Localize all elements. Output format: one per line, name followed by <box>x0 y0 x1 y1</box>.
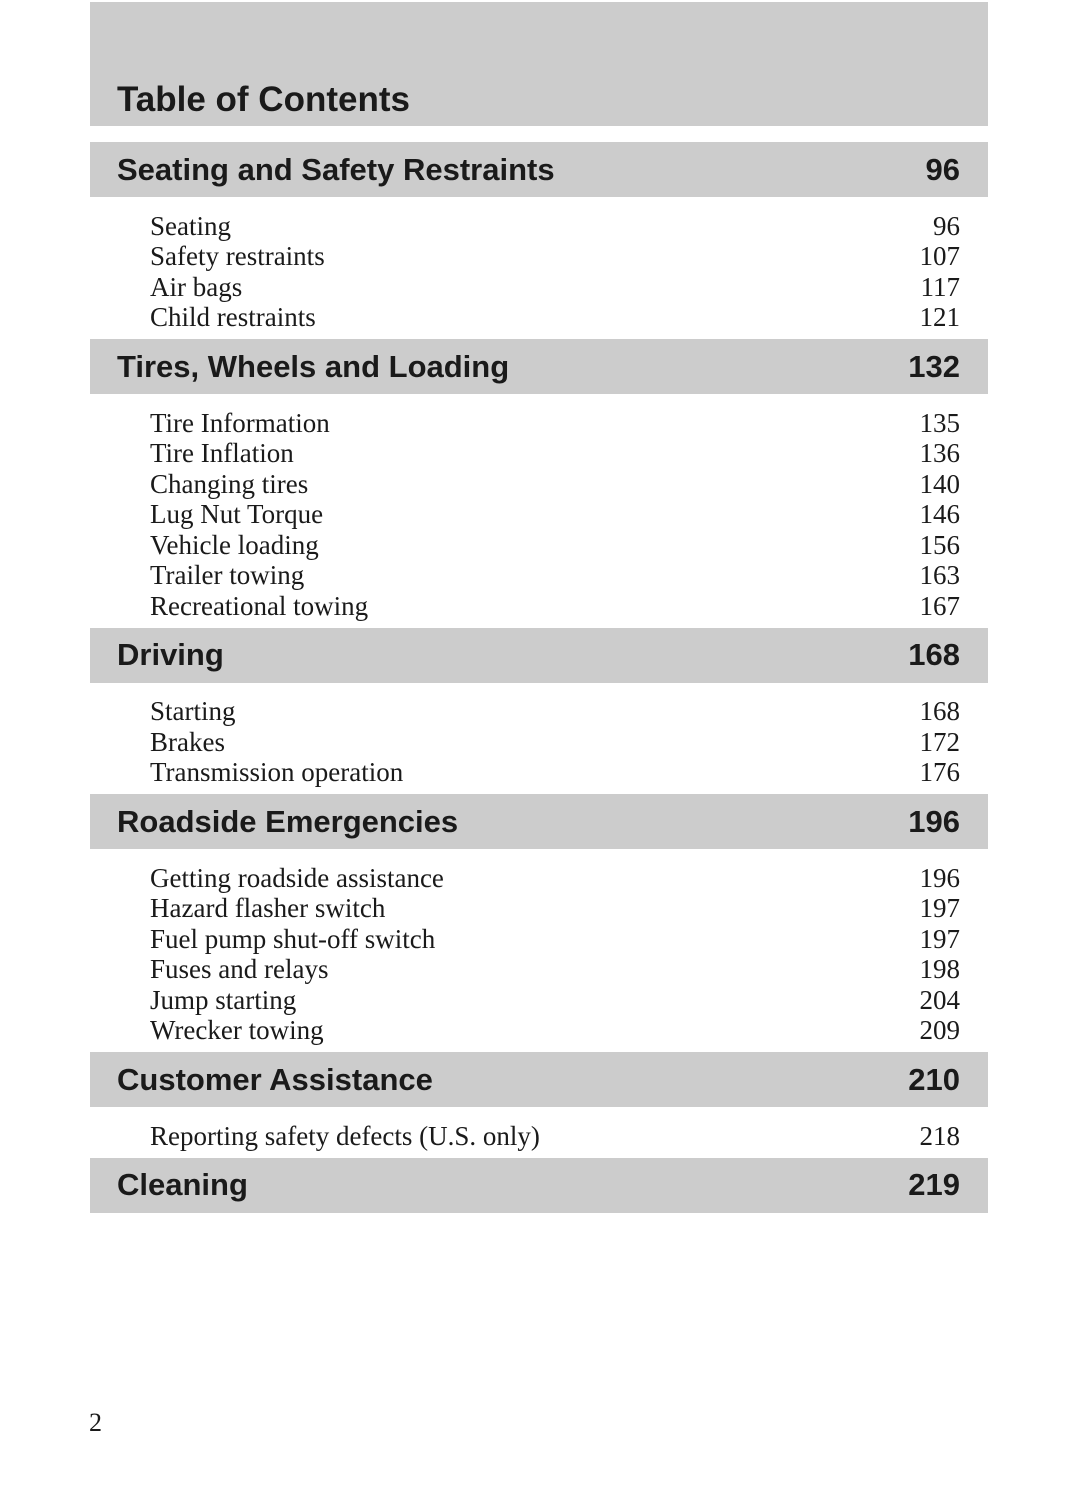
entry-label: Transmission operation <box>150 757 404 788</box>
toc-entry[interactable] <box>150 530 960 561</box>
entry-page: 163 <box>919 560 960 591</box>
entry-label: Recreational towing <box>150 590 369 621</box>
toc-entry[interactable] <box>150 1121 960 1152</box>
toc-entry[interactable] <box>150 408 960 439</box>
entry-page: 197 <box>919 923 960 954</box>
entry-page: 198 <box>919 954 960 985</box>
section-header[interactable] <box>90 1158 988 1213</box>
entry-page: 121 <box>919 302 960 333</box>
entry-label: Trailer towing <box>150 560 305 591</box>
entry-page: 197 <box>919 893 960 924</box>
entry-label: Air bags <box>150 271 243 302</box>
entry-page: 107 <box>919 241 960 272</box>
section-title: Seating and Safety Restraints <box>117 151 555 187</box>
section-title: Tires, Wheels and Loading <box>117 348 510 384</box>
entry-page: 196 <box>919 862 960 893</box>
entry-page: 136 <box>919 438 960 469</box>
toc-entry[interactable] <box>150 985 960 1016</box>
section-page: 168 <box>908 637 960 672</box>
section-items <box>90 197 988 339</box>
section-title: Roadside Emergencies <box>117 803 459 839</box>
entry-label: Reporting safety defects (U.S. only) <box>150 1120 540 1151</box>
entry-label: Fuel pump shut-off switch <box>150 923 436 954</box>
entry-label: Hazard flasher switch <box>150 893 386 924</box>
toc-entry[interactable] <box>150 242 960 273</box>
entry-label: Jump starting <box>150 984 297 1015</box>
section-items <box>90 849 988 1052</box>
entry-label: Fuses and relays <box>150 954 329 985</box>
page-title: Table of Contents <box>117 80 410 119</box>
entry-label: Seating <box>150 210 231 241</box>
toc-entry[interactable] <box>150 561 960 592</box>
section-header[interactable] <box>90 1052 988 1107</box>
toc-entry[interactable] <box>150 469 960 500</box>
toc-list <box>90 142 988 1213</box>
entry-page: 96 <box>933 210 960 241</box>
section-page: 96 <box>925 151 960 187</box>
entry-page: 167 <box>919 590 960 621</box>
toc-entry[interactable] <box>150 272 960 303</box>
entry-page: 117 <box>920 271 960 302</box>
section-header[interactable] <box>90 794 988 849</box>
toc-entry[interactable] <box>150 894 960 925</box>
section-title: Cleaning <box>117 1167 248 1202</box>
toc-entry[interactable] <box>150 303 960 334</box>
toc-entry[interactable] <box>150 439 960 470</box>
entry-page: 140 <box>919 468 960 499</box>
title-banner <box>90 2 988 126</box>
page-number: 2 <box>89 1408 102 1437</box>
entry-page: 146 <box>919 499 960 530</box>
entry-label: Vehicle loading <box>150 529 319 560</box>
section-header[interactable] <box>90 142 988 197</box>
entry-page: 204 <box>919 984 960 1015</box>
section-header[interactable] <box>90 628 988 683</box>
entry-label: Wrecker towing <box>150 1015 324 1046</box>
entry-page: 218 <box>919 1120 960 1151</box>
toc-entry[interactable] <box>150 955 960 986</box>
entry-page: 156 <box>919 529 960 560</box>
toc-entry[interactable] <box>150 211 960 242</box>
entry-page: 176 <box>919 757 960 788</box>
entry-label: Starting <box>150 696 236 727</box>
toc-entry[interactable] <box>150 1016 960 1047</box>
entry-page: 168 <box>919 696 960 727</box>
entry-label: Child restraints <box>150 302 316 333</box>
section-page: 219 <box>908 1167 960 1202</box>
toc-entry[interactable] <box>150 591 960 622</box>
section-header[interactable] <box>90 339 988 394</box>
entry-label: Brakes <box>150 726 225 757</box>
toc-entry[interactable] <box>150 863 960 894</box>
entry-label: Changing tires <box>150 468 309 499</box>
toc-entry[interactable] <box>150 727 960 758</box>
section-title: Driving <box>117 637 224 672</box>
section-page: 196 <box>908 803 960 839</box>
section-page: 210 <box>908 1061 960 1097</box>
entry-page: 172 <box>919 726 960 757</box>
section-title: Customer Assistance <box>117 1061 433 1097</box>
toc-entry[interactable] <box>150 697 960 728</box>
entry-page: 209 <box>919 1015 960 1046</box>
entry-label: Tire Information <box>150 407 330 438</box>
entry-label: Safety restraints <box>150 241 325 272</box>
entry-label: Getting roadside assistance <box>150 862 444 893</box>
toc-entry[interactable] <box>150 758 960 789</box>
toc-entry[interactable] <box>150 500 960 531</box>
section-items <box>90 1107 988 1158</box>
toc-entry[interactable] <box>150 924 960 955</box>
entry-page: 135 <box>919 407 960 438</box>
entry-label: Tire Inflation <box>150 438 294 469</box>
section-page: 132 <box>908 348 960 384</box>
entry-label: Lug Nut Torque <box>150 499 324 530</box>
section-items <box>90 394 988 628</box>
section-items <box>90 683 988 795</box>
